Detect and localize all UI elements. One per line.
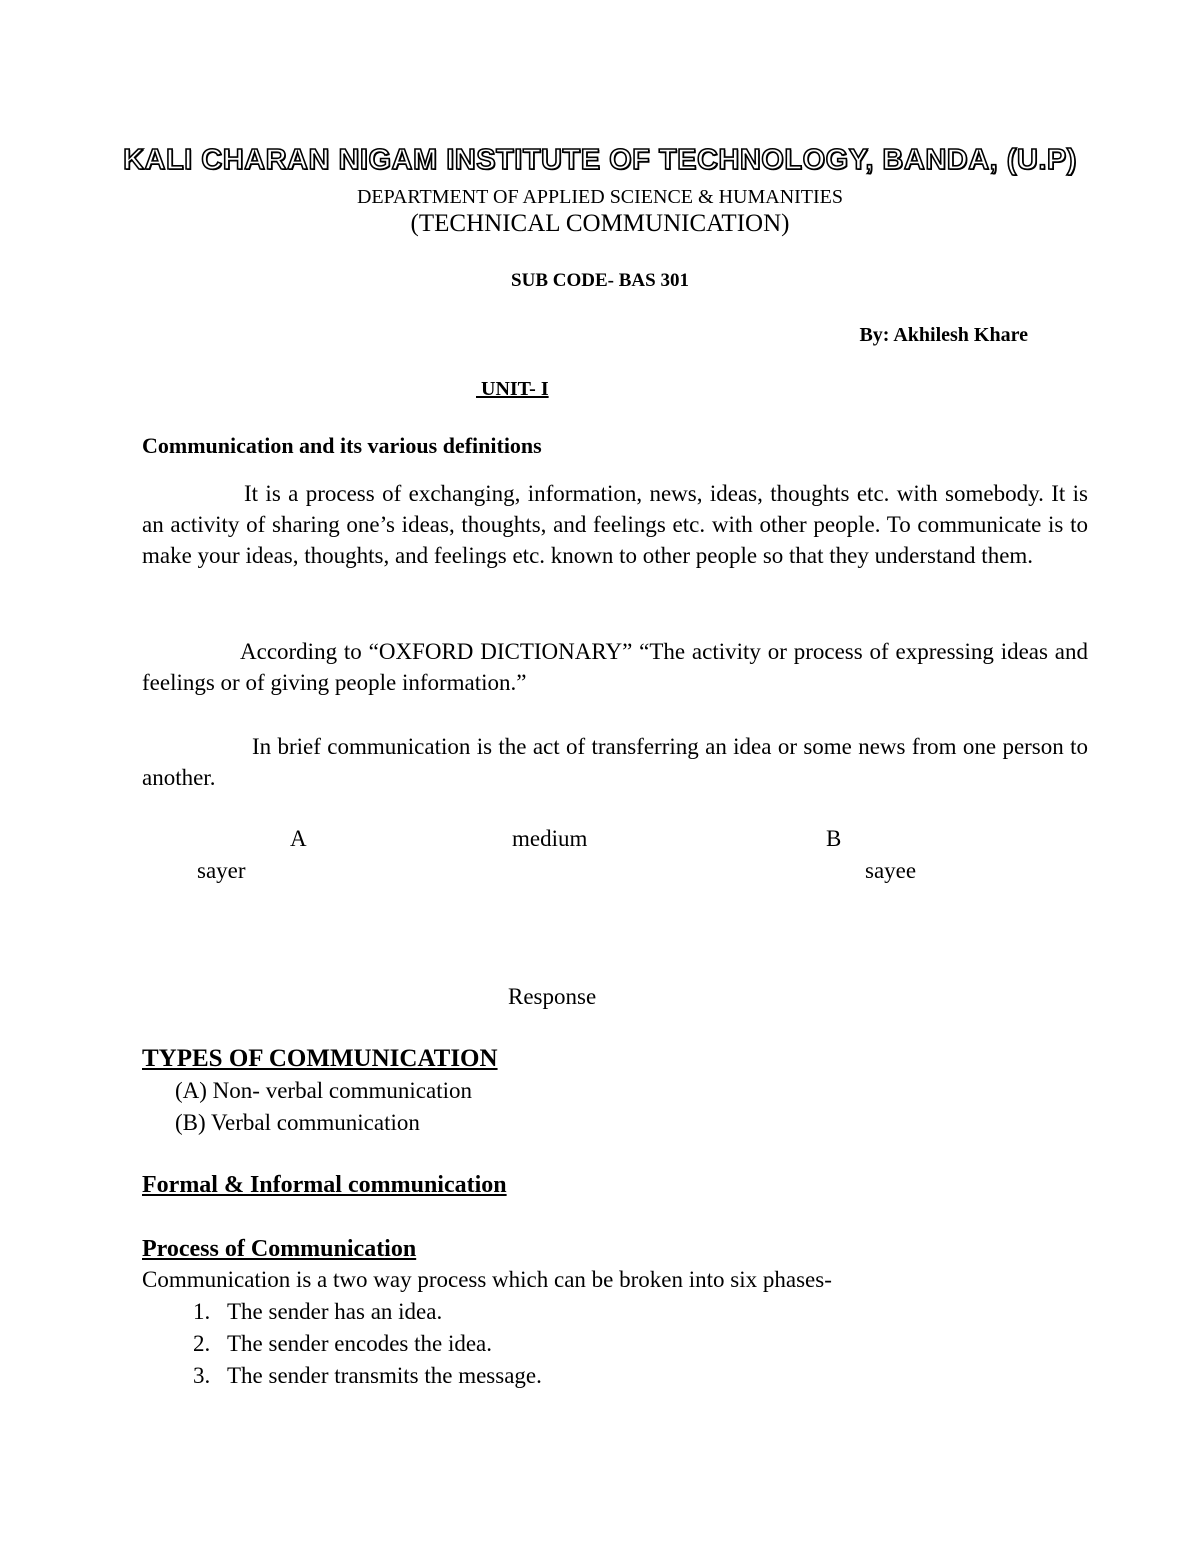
process-step [193, 1299, 442, 1325]
diagram-label-sayee: sayee [865, 858, 917, 883]
step-number: 1. [193, 1299, 211, 1324]
step-text: The sender encodes the idea. [227, 1331, 493, 1356]
definition-paragraph-1: It is a process of exchanging, information, news, ideas, thoughts etc. with somebody. It is an activity of sharing one’s ideas, thoughts, and feelings etc. with other people. To communicate is to make your ideas, thoughts, and feelings etc. known to other people so that they understand them. [142, 481, 1088, 568]
types-heading: TYPES OF COMMUNICATION [142, 1045, 498, 1072]
formal-informal-heading: Formal & Informal communication [142, 1172, 507, 1198]
process-heading: Process of Communication [142, 1236, 417, 1262]
subject-code: SUB CODE- BAS 301 [511, 270, 689, 291]
diagram-label-b: B [826, 826, 842, 851]
author-line: By: Akhilesh Khare [859, 324, 1028, 346]
diagram-label-response: Response [508, 984, 597, 1009]
institute-title: KALI CHARAN NIGAM INSTITUTE OF TECHNOLOGY, BANDA, (U.P) [123, 144, 1077, 176]
step-number: 3. [193, 1363, 211, 1388]
step-text: The sender transmits the message. [227, 1363, 542, 1388]
definitions-heading: Communication and its various definitions [142, 433, 542, 458]
diagram-label-sayer: sayer [197, 858, 246, 883]
process-step [193, 1363, 542, 1389]
department-name: DEPARTMENT OF APPLIED SCIENCE & HUMANITIES [356, 186, 844, 208]
definition-paragraph-3: In brief communication is the act of transferring an idea or some news from one person to another. [142, 734, 1088, 790]
type-item-nonverbal: (A) Non- verbal communication [175, 1078, 472, 1103]
process-intro: Communication is a two way process which can be broken into six phases- [142, 1267, 832, 1292]
definition-paragraph-2: According to “OXFORD DICTIONARY” “The activity or process of expressing ideas and feelings or of giving people information.” [142, 639, 1088, 695]
unit-heading: UNIT- I [476, 378, 549, 400]
diagram-label-a: A [290, 826, 307, 851]
step-text: The sender has an idea. [227, 1299, 443, 1324]
type-item-verbal: (B) Verbal communication [175, 1110, 420, 1135]
step-number: 2. [193, 1331, 211, 1356]
process-step [193, 1331, 492, 1357]
course-title: (TECHNICAL COMMUNICATION) [410, 210, 790, 237]
diagram-label-medium: medium [512, 826, 588, 851]
